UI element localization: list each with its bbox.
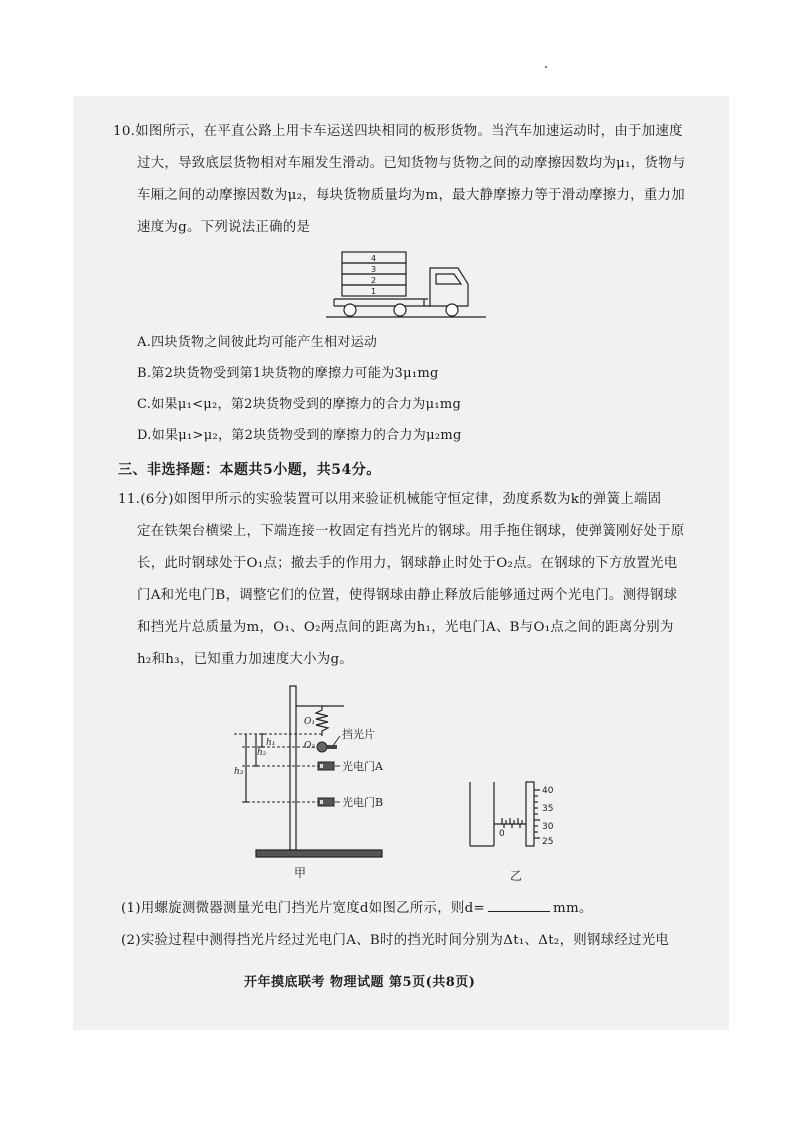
box-label-3: 3: [371, 265, 377, 274]
thimble-tick-25: 25: [542, 837, 554, 847]
q11-line-1: 11.(6分)如图甲所示的实验装置可以用来验证机械能守恒定律，劲度系数为k的弹簧上端固: [118, 492, 662, 507]
label-shade: 挡光片: [342, 728, 375, 741]
q11-line-3: 长，此时钢球处于O₁点；撤去手的作用力，钢球静止时处于O₂点。在钢球的下方放置光电: [137, 556, 678, 571]
apparatus-figure: [232, 684, 432, 884]
q11-line-5: 和挡光片总质量为m，O₁、O₂两点间的距离为h₁，光电门A、B与O₁点之间的距离分别为: [137, 620, 674, 635]
q11-line-4: 门A和光电门B，调整它们的位置，使得钢球由静止释放后能够通过两个光电门。测得钢球: [137, 588, 678, 603]
caption-yi: 乙: [510, 869, 523, 883]
label-h1: h₁: [266, 738, 276, 748]
speck: [545, 66, 547, 68]
truck-figure: [326, 244, 496, 324]
label-o2: O₂: [304, 741, 315, 751]
q10-line-1: 10.如图所示，在平直公路上用卡车运送四块相同的板形货物。当汽车加速运动时，由于加速度: [113, 124, 683, 139]
label-gate-b: 光电门B: [342, 796, 384, 809]
micrometer-figure: [462, 776, 572, 886]
thimble-tick-40: 40: [542, 786, 554, 796]
q11-line-6: h₂和h₃，已知重力加速度大小为g。: [137, 652, 354, 667]
box-label-2: 2: [371, 276, 377, 285]
label-o1: O₁: [304, 717, 315, 727]
q11-sub1-text: (1)用螺旋测微器测量光电门挡光片宽度d如图乙所示，则d=: [121, 901, 486, 916]
q11-sub2: (2)实验过程中测得挡光片经过光电门A、B时的挡光时间分别为Δt₁、Δt₂，则钢球经过光电: [121, 933, 670, 948]
q10-option-d: D.如果μ₁>μ₂，第2块货物受到的摩擦力的合力为μ₂mg: [137, 428, 462, 443]
caption-jia: 甲: [294, 866, 307, 880]
main-scale-zero: 0: [499, 829, 505, 839]
q11-line-2: 定在铁架台横梁上，下端连接一枚固定有挡光片的钢球。用手拖住钢球，使弹簧刚好处于原: [137, 524, 685, 539]
q11-sub1-unit: mm。: [553, 901, 593, 916]
page-footer: 开年摸底联考 物理试题 第5页(共8页): [244, 975, 476, 990]
q10-option-a: A.四块货物之间彼此均可能产生相对运动: [137, 335, 378, 350]
thimble-tick-30: 30: [542, 822, 554, 832]
q10-option-c: C.如果μ₁<μ₂，第2块货物受到的摩擦力的合力为μ₁mg: [137, 397, 462, 412]
q10-line-4: 速度为g。下列说法正确的是: [137, 220, 311, 235]
section-heading: 三、非选择题：本题共5小题，共54分。: [118, 462, 381, 478]
q10-line-3: 车厢之间的动摩擦因数为μ₂，每块货物质量均为m，最大静摩擦力等于滑动摩擦力，重力加: [137, 188, 685, 203]
q11-sub1: [121, 899, 593, 919]
q10-option-b: B.第2块货物受到第1块货物的摩擦力可能为3μ₁mg: [137, 366, 439, 381]
label-h2: h₂: [257, 748, 267, 758]
label-gate-a: 光电门A: [342, 760, 383, 773]
box-label-4: 4: [371, 254, 377, 263]
q10-line-2: 过大，导致底层货物相对车厢发生滑动。已知货物与货物之间的动摩擦因数均为μ₁，货物与: [137, 156, 686, 171]
answer-blank[interactable]: [488, 899, 550, 912]
label-h3: h₃: [234, 767, 244, 777]
box-label-1: 1: [371, 287, 377, 296]
thimble-tick-35: 35: [542, 804, 554, 814]
